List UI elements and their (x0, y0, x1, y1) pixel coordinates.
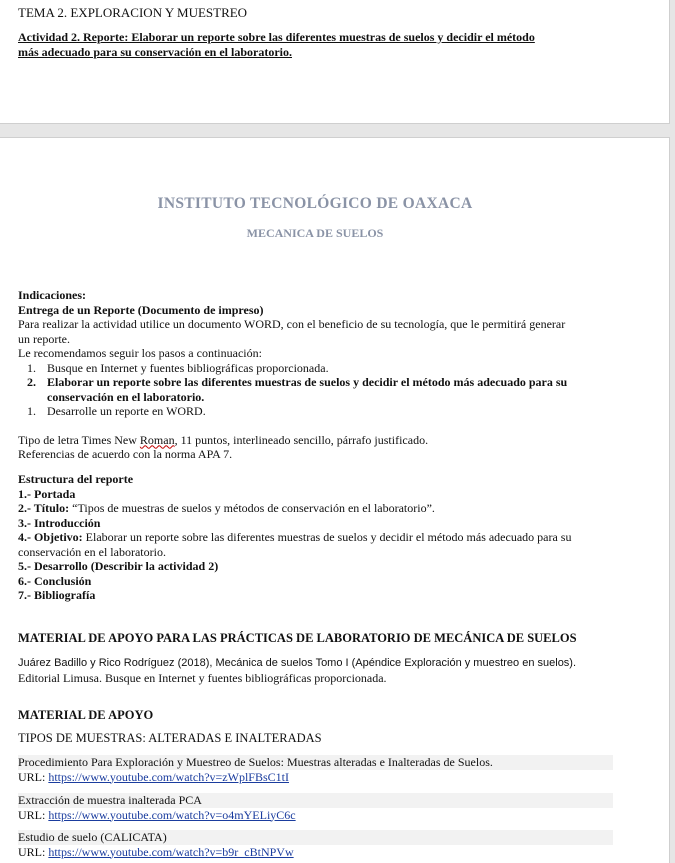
subject-title: MECANICA DE SUELOS (246, 226, 384, 240)
references-instructions: Referencias de acuerdo con la norma APA 7. (18, 447, 233, 461)
video-url-row (18, 770, 613, 785)
video-url-row (18, 808, 613, 823)
estructura-section (18, 472, 613, 603)
estructura-item: 3.- Introducción (18, 515, 101, 530)
url-label: URL: (18, 807, 49, 822)
indicaciones-heading: Indicaciones: (18, 288, 87, 302)
document-page-2 (0, 137, 670, 863)
video-title: Estudio de suelo (CALICATA) (18, 830, 613, 845)
estructura-item: 1.- Portada (18, 486, 76, 501)
video-entry (18, 830, 613, 859)
item-label: 4.- Objetivo: (18, 530, 83, 544)
video-entry (18, 755, 613, 784)
font-text-pre: Tipo de letra Times New (18, 432, 140, 447)
font-word-spellcheck: Roman (139, 432, 175, 447)
material-apoyo-heading: MATERIAL DE APOYO (18, 708, 154, 722)
indicaciones-paragraph-line-1: Para realizar la actividad utilice un documento WORD, con el beneficio de su tecnología, que le permitirá generar (18, 317, 566, 331)
estructura-item: 6.- Conclusión (18, 573, 92, 588)
list-number: 1. (27, 404, 36, 418)
font-instructions (18, 433, 613, 448)
url-label: URL: (18, 844, 49, 859)
bibliographic-reference-line-2: Editorial Limusa. Busque en Internet y fuentes bibliográficas proporcionada. (18, 671, 387, 685)
indicaciones-recommend: Le recomendamos seguir los pasos a continuación: (18, 346, 262, 360)
bibliographic-reference-line-1: Juárez Badillo y Rico Rodríguez (2018), Mecánica de suelos Tomo I (Apéndice Exploración y muestreo en suelos). (18, 657, 577, 669)
estructura-item: 5.- Desarrollo (Describir la actividad 2) (18, 559, 219, 573)
font-text-post: , 11 puntos, interlineado sencillo, párrafo justificado. (174, 432, 429, 447)
estructura-item (18, 501, 613, 516)
estructura-item (18, 530, 613, 545)
video-title: Procedimiento Para Exploración y Muestreo de Suelos: Muestras alteradas e Inalteradas de Suelos. (18, 755, 613, 770)
activity-title-line-2: más adecuado para su conservación en el laboratorio. (18, 45, 292, 59)
list-item (18, 375, 613, 404)
item-text: “Tipos de muestras de suelos y métodos de conservación en el laboratorio”. (69, 501, 435, 515)
indicaciones-subheading: Entrega de un Reporte (Documento de impreso) (18, 302, 264, 317)
url-label: URL: (18, 769, 49, 784)
institute-title: INSTITUTO TECNOLÓGICO DE OAXACA (157, 195, 473, 212)
document-page-1 (0, 0, 670, 124)
list-number: 1. (27, 360, 36, 375)
item-text: Elaborar un reporte sobre las diferentes muestras de suelos y decidir el método más adecuado para su (82, 530, 572, 544)
list-item (18, 361, 613, 376)
list-text: Desarrolle un reporte en WORD. (47, 404, 206, 418)
indicaciones-paragraph-line-2: un reporte. (18, 331, 70, 346)
item-label: 2.- Título: (18, 501, 70, 515)
video-entry (18, 793, 613, 822)
list-text-line-1: Elaborar un reporte sobre las diferentes muestras de suelos y decidir el método más adecuado para su (47, 375, 568, 389)
list-number: 2. (27, 375, 36, 389)
indicaciones-section (18, 288, 613, 462)
video-title: Extracción de muestra inalterada PCA (18, 793, 613, 808)
topic-title: TEMA 2. EXPLORACION Y MUESTREO (18, 5, 248, 20)
material-practicas-heading: MATERIAL DE APOYO PARA LAS PRÁCTICAS DE LABORATORIO DE MECÁNICA DE SUELOS (18, 631, 577, 645)
sample-types-title: TIPOS DE MUESTRAS: ALTERADAS E INALTERADAS (18, 731, 322, 745)
estructura-item-continuation: conservación en el laboratorio. (18, 544, 166, 559)
estructura-heading: Estructura del reporte (18, 472, 134, 486)
list-item (18, 404, 613, 419)
estructura-item: 7.- Bibliografía (18, 588, 96, 602)
video-link[interactable]: https://www.youtube.com/watch?v=zWplFBsC1tI (48, 769, 289, 784)
video-url-row (18, 845, 613, 860)
activity-title-line-1: Actividad 2. Reporte: Elaborar un reporte sobre las diferentes muestras de suelos y decidir el método (18, 30, 535, 44)
video-link[interactable]: https://www.youtube.com/watch?v=b9r_cBtNPVw (48, 844, 294, 859)
steps-list (18, 361, 613, 419)
list-text: Busque en Internet y fuentes bibliográficas proporcionada. (47, 360, 329, 375)
video-link[interactable]: https://www.youtube.com/watch?v=o4mYELiyC6c (48, 807, 296, 822)
list-text-line-2: conservación en el laboratorio. (47, 389, 205, 404)
